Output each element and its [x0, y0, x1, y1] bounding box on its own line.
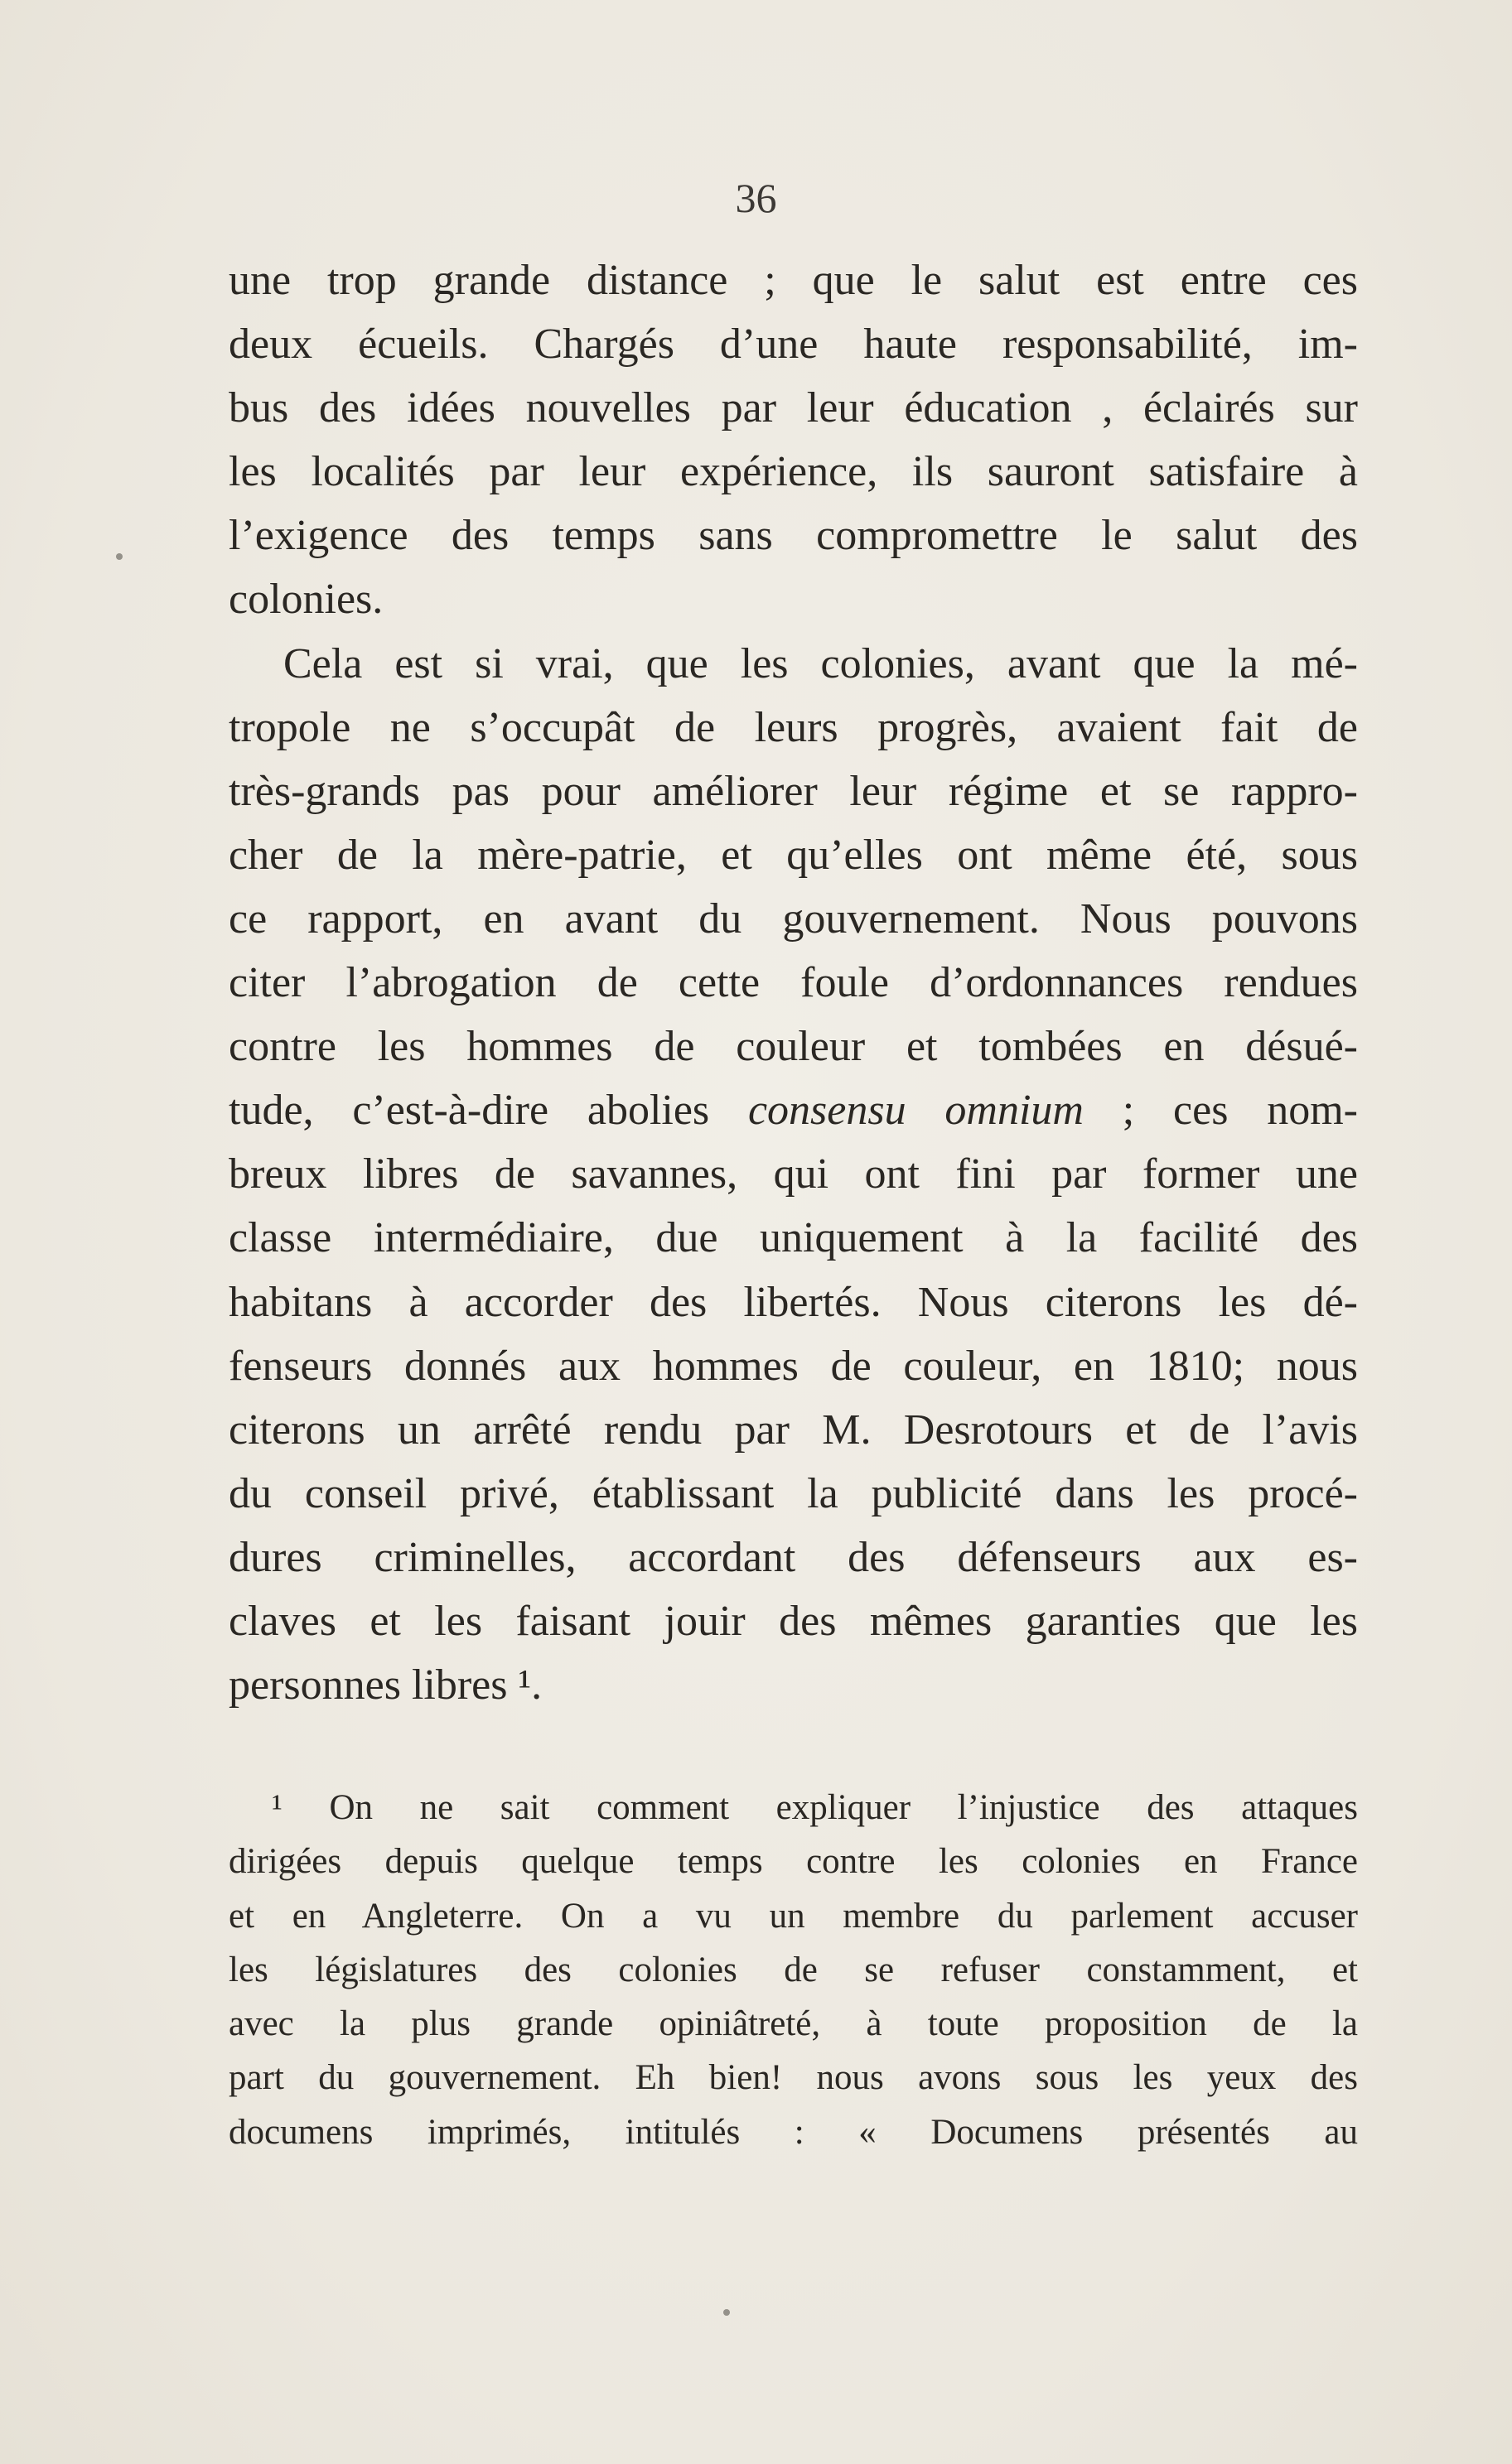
- main-text: [229, 248, 1358, 1717]
- text-line: l’exigence des temps sans compromettre le salut des: [229, 512, 1358, 560]
- footnote-line: avec la plus grande opiniâtreté, à toute proposition de la: [229, 2004, 1358, 2044]
- text-line: très-grands pas pour améliorer leur régime et se rappro-: [229, 767, 1358, 815]
- paper-speck: [723, 2309, 730, 2316]
- text-line: les localités par leur expérience, ils sauront satisfaire à: [229, 448, 1358, 496]
- text-line: citerons un arrêté rendu par M. Desrotours et de l’avis: [229, 1406, 1358, 1454]
- text-line: habitans à accorder des libertés. Nous citerons les dé-: [229, 1278, 1358, 1326]
- footnote-line: et en Angleterre. On a vu un membre du parlement accuser: [229, 1896, 1358, 1936]
- text-line: cher de la mère-patrie, et qu’elles ont même été, sous: [229, 831, 1358, 879]
- text-line: deux écueils. Chargés d’une haute responsabilité, im-: [229, 321, 1358, 369]
- footnote: [229, 1781, 1358, 2159]
- text-line: contre les hommes de couleur et tombées en désué-: [229, 1023, 1358, 1071]
- text-line: citer l’abrogation de cette foule d’ordonnances rendues: [229, 959, 1358, 1007]
- text-line: fenseurs donnés aux hommes de couleur, en 1810; nous: [229, 1342, 1358, 1390]
- text-line: classe intermédiaire, due uniquement à la facilité des: [229, 1214, 1358, 1262]
- text-line: du conseil privé, établissant la publicité dans les procé-: [229, 1469, 1358, 1517]
- text-line: colonies.: [229, 576, 384, 624]
- text-line: tude, c’est-à-dire abolies consensu omnium ; ces nom-: [229, 1087, 1359, 1135]
- text-line: ce rapport, en avant du gouvernement. Nous pouvons: [229, 894, 1358, 943]
- footnote-line: dirigées depuis quelque temps contre les colonies en France: [229, 1842, 1358, 1882]
- page-number: 36: [735, 175, 777, 221]
- footnote-line: ¹ On ne sait comment expliquer l’injustice des attaques: [272, 1788, 1358, 1827]
- text-line: personnes libres ¹.: [229, 1661, 543, 1709]
- text-line: dures criminelles, accordant des défenseurs aux es-: [229, 1533, 1358, 1581]
- text-line: breux libres de savannes, qui ont fini par former une: [229, 1150, 1358, 1198]
- footnote-line: documens imprimés, intitulés : « Documens présentés au: [229, 2112, 1358, 2152]
- footnote-line: les législatures des colonies de se refuser constamment, et: [229, 1950, 1358, 1989]
- text-line: tropole ne s’occupât de leurs progrès, avaient fait de: [229, 703, 1358, 751]
- text-line: bus des idées nouvelles par leur éducation , éclairés sur: [229, 384, 1358, 432]
- footnote-line: part du gouvernement. Eh bien! nous avons sous les yeux des: [229, 2058, 1358, 2098]
- text-line: claves et les faisant jouir des mêmes garanties que les: [229, 1597, 1358, 1645]
- text-line: une trop grande distance ; que le salut est entre ces: [229, 257, 1358, 304]
- text-line: Cela est si vrai, que les colonies, avant que la mé-: [283, 639, 1358, 687]
- paper-speck: [116, 553, 123, 560]
